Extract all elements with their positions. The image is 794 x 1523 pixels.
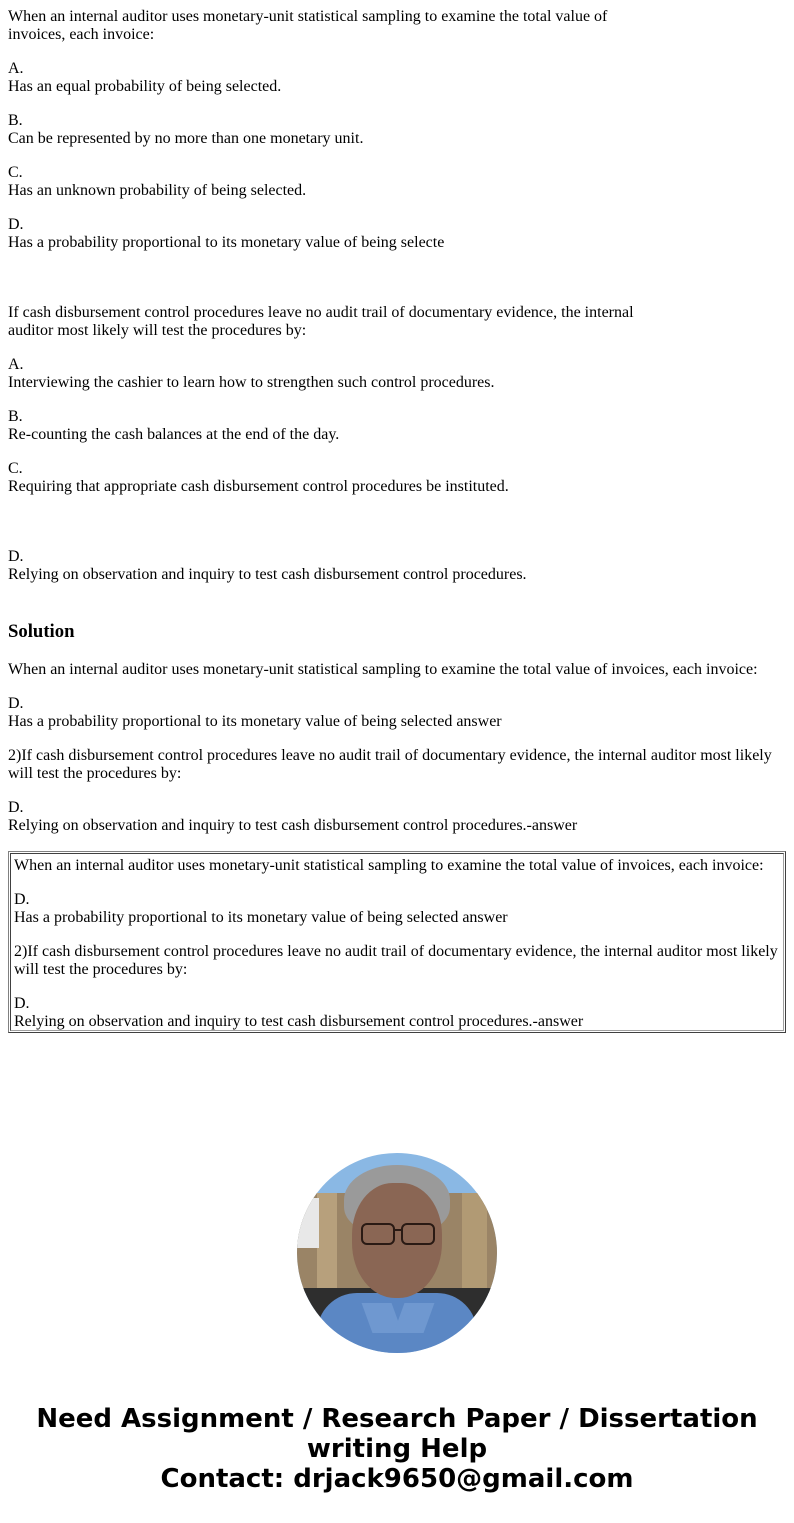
answer-box-q2-stem: 2)If cash disbursement control procedures leave no audit trail of documentary evidence, the internal auditor most likely will test the procedures by: — [14, 943, 778, 978]
question-2-option-b-letter: B. — [8, 408, 23, 425]
answer-box-q2-answer: Relying on observation and inquiry to test cash disbursement control procedures.-answer — [14, 1013, 584, 1030]
question-1-option-b-text: Can be represented by no more than one monetary unit. — [8, 130, 364, 147]
promo-contact: Contact: drjack9650@gmail.com — [160, 1464, 634, 1494]
question-1-option-b-letter: B. — [8, 112, 23, 129]
solution-q1-answer: Has a probability proportional to its monetary value of being selected answer — [8, 713, 502, 730]
question-1-stem: When an internal auditor uses monetary-unit statistical sampling to examine the total value of invoices, each invoice: — [8, 8, 608, 43]
question-1-option-c-letter: C. — [8, 164, 23, 181]
promo-banner — [0, 1404, 794, 1494]
promo-line-2: writing Help — [306, 1434, 488, 1464]
question-1-option-d-text: Has a probability proportional to its monetary value of being selecte — [8, 234, 445, 251]
solution-q2-stem: 2)If cash disbursement control procedures leave no audit trail of documentary evidence, the internal auditor most likely will test the procedures by: — [8, 747, 772, 782]
answer-box-q1-answer: Has a probability proportional to its monetary value of being selected answer — [14, 909, 508, 926]
glasses-icon — [401, 1223, 435, 1245]
question-1-option-c-text: Has an unknown probability of being selected. — [8, 182, 307, 199]
solution-q2-letter: D. — [8, 799, 24, 816]
solution-q1-letter: D. — [8, 695, 24, 712]
glasses-bridge — [393, 1229, 403, 1231]
question-2-option-a-letter: A. — [8, 356, 24, 373]
avatar-background-panel — [462, 1193, 487, 1293]
question-2-option-c-text: Requiring that appropriate cash disbursement control procedures be instituted. — [8, 478, 509, 495]
question-1-option-a-letter: A. — [8, 60, 24, 77]
question-1-option-d-letter: D. — [8, 216, 24, 233]
solution-q2-answer: Relying on observation and inquiry to test cash disbursement control procedures.-answer — [8, 817, 578, 834]
question-2-option-a-text: Interviewing the cashier to learn how to strengthen such control procedures. — [8, 374, 495, 391]
solution-heading: Solution — [8, 621, 75, 642]
question-1-option-a-text: Has an equal probability of being selected. — [8, 78, 282, 95]
question-2-option-d-letter: D. — [8, 548, 24, 565]
question-2-option-b-text: Re-counting the cash balances at the end of the day. — [8, 426, 340, 443]
question-2-stem: If cash disbursement control procedures leave no audit trail of documentary evidence, the internal auditor most likely will test the procedures by: — [8, 304, 634, 339]
answer-box-q2-letter: D. — [14, 995, 30, 1012]
answer-box — [8, 851, 786, 1033]
question-2-option-d-text: Relying on observation and inquiry to test cash disbursement control procedures. — [8, 566, 527, 583]
avatar-background-switchboard — [297, 1198, 319, 1248]
answer-box-q1-stem: When an internal auditor uses monetary-unit statistical sampling to examine the total value of invoices, each invoice: — [14, 857, 764, 874]
answer-box-cell — [10, 853, 784, 1031]
glasses-icon — [361, 1223, 395, 1245]
avatar-photo — [297, 1153, 497, 1353]
answer-box-q1-letter: D. — [14, 891, 30, 908]
avatar-background-panel — [317, 1193, 337, 1293]
question-2-option-c-letter: C. — [8, 460, 23, 477]
solution-q1-stem: When an internal auditor uses monetary-unit statistical sampling to examine the total value of invoices, each invoice: — [8, 661, 758, 678]
promo-line-1: Need Assignment / Research Paper / Dissertation — [36, 1404, 758, 1434]
